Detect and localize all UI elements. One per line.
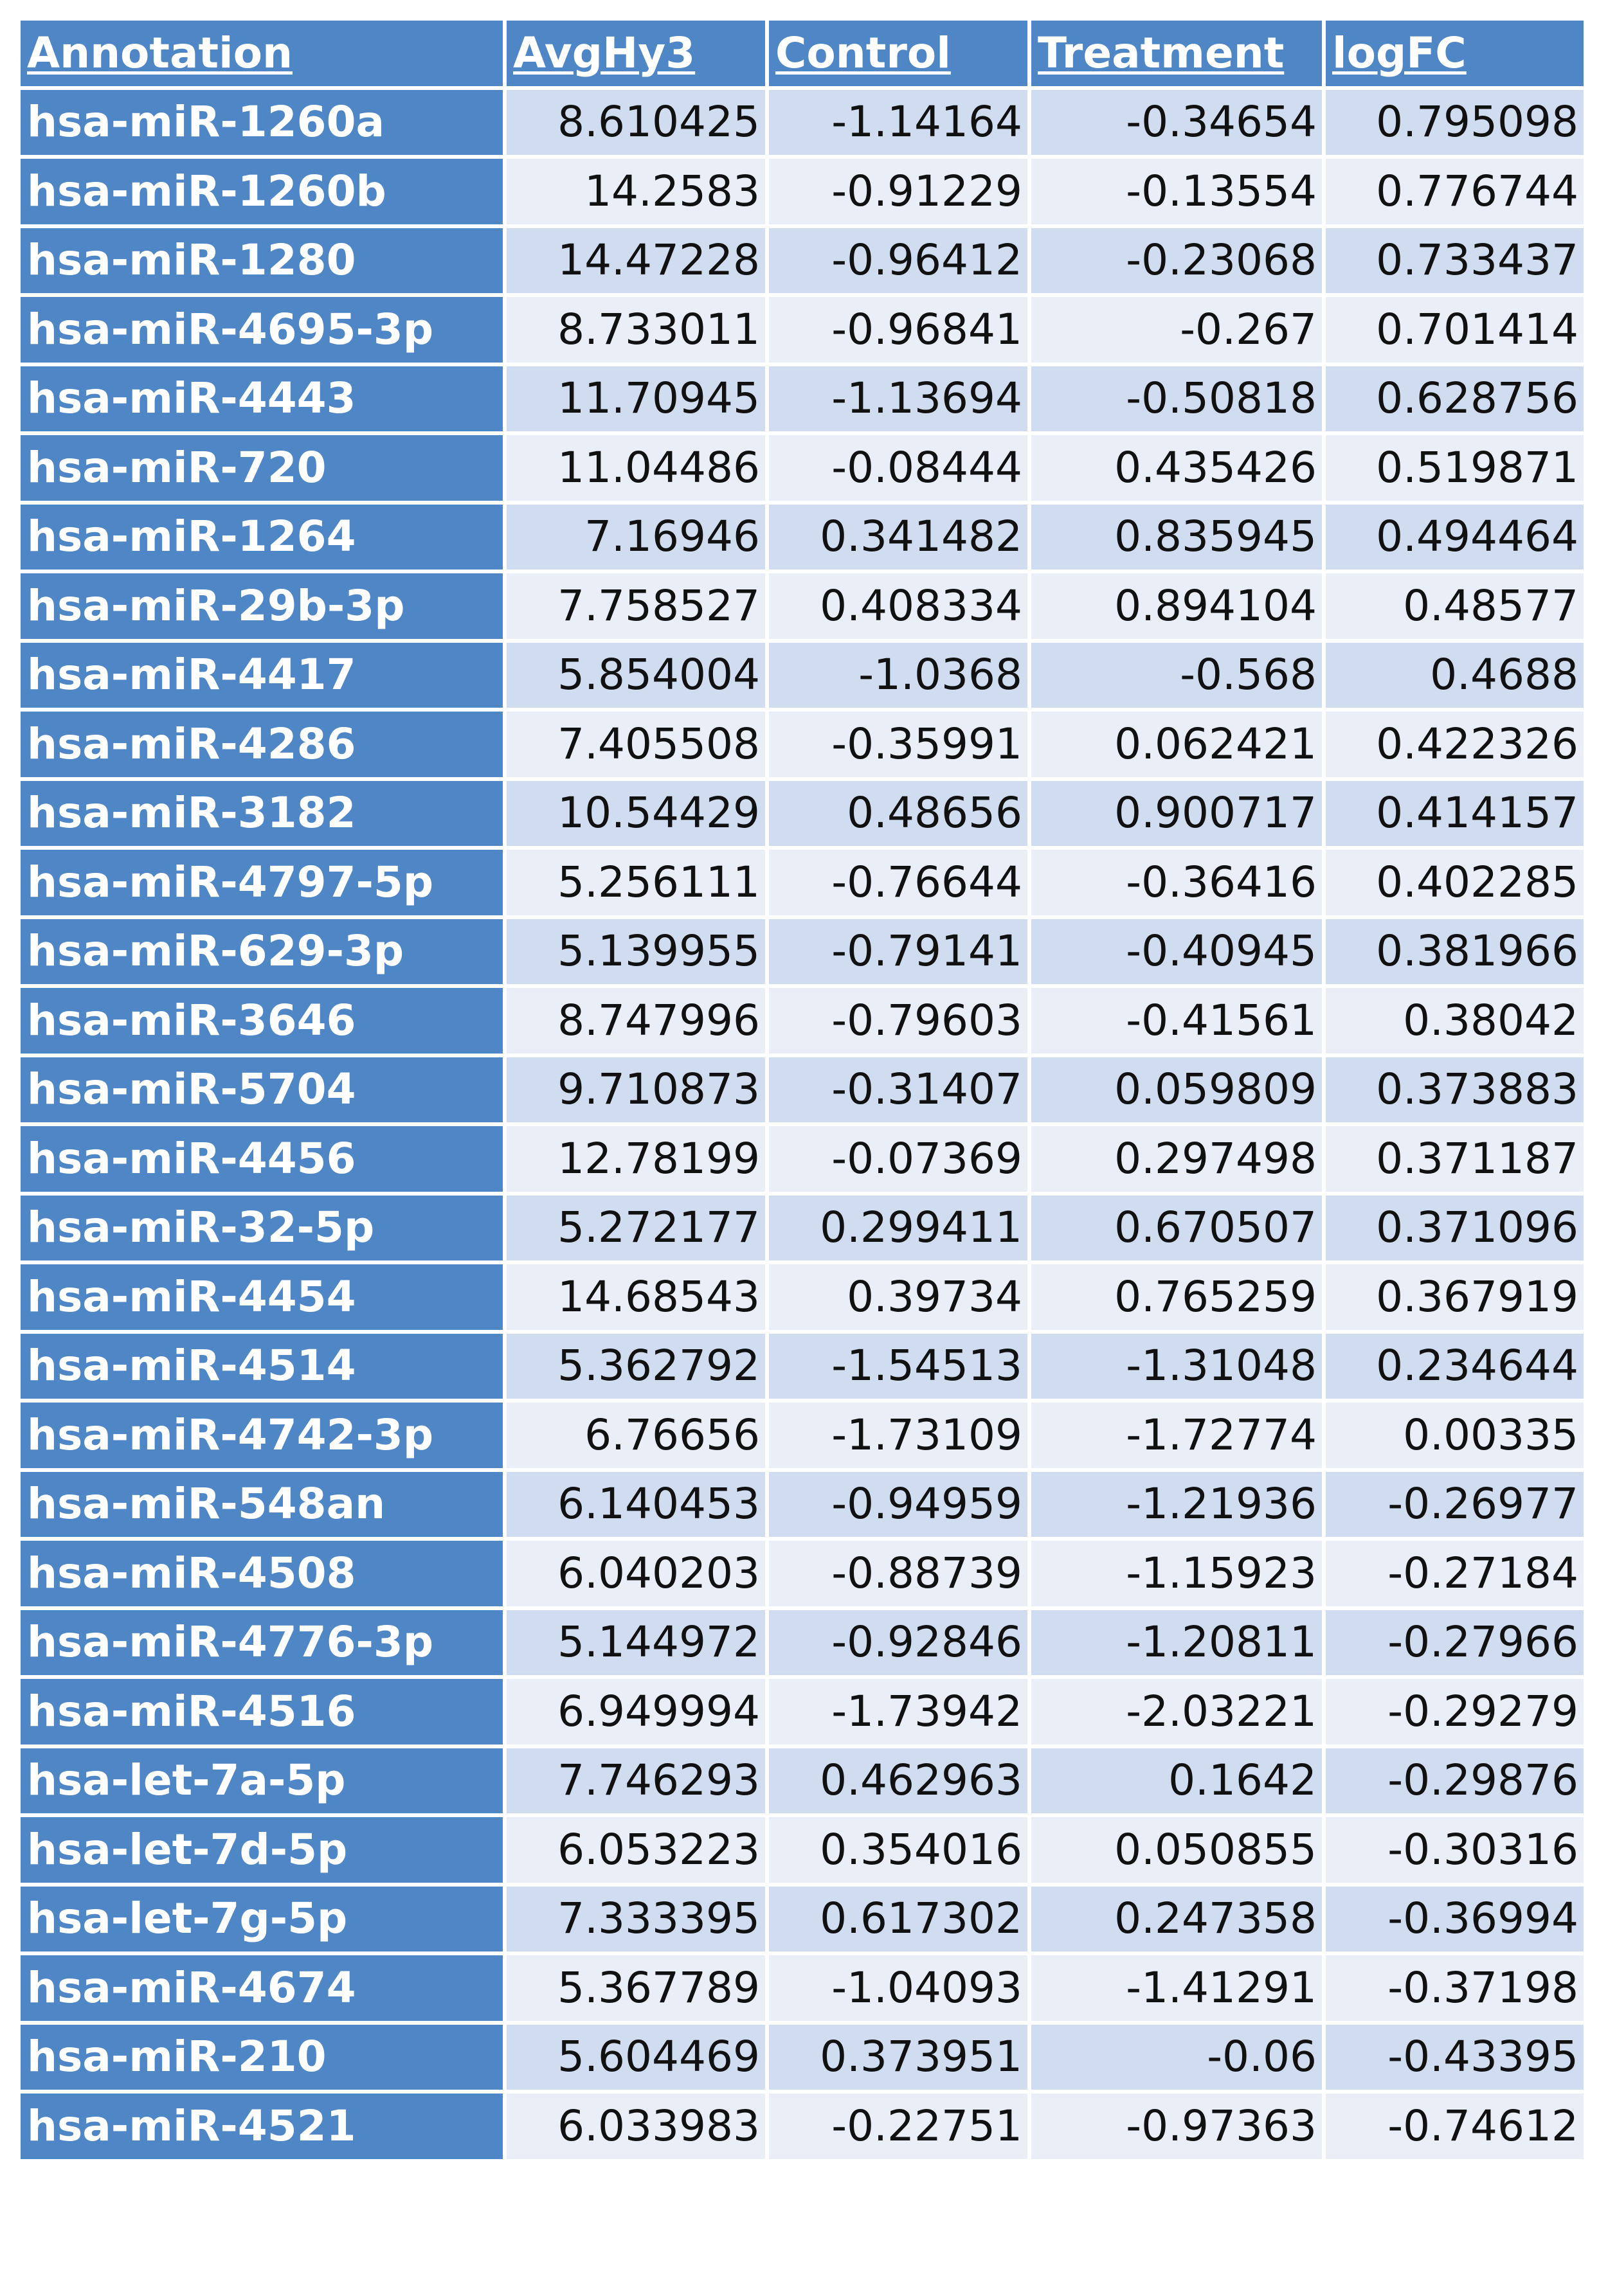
treatment-cell[interactable]: 0.050855	[1031, 1817, 1322, 1883]
logfc-cell[interactable]: 0.628756	[1326, 366, 1584, 432]
annotation-cell[interactable]: hsa-miR-4454	[21, 1264, 503, 1330]
annotation-cell[interactable]: hsa-miR-4742-3p	[21, 1403, 503, 1468]
annotation-cell[interactable]: hsa-miR-4797-5p	[21, 850, 503, 915]
avghy3-cell[interactable]: 5.144972	[507, 1610, 765, 1676]
control-cell[interactable]: 0.354016	[769, 1817, 1027, 1883]
avghy3-cell[interactable]: 12.78199	[507, 1126, 765, 1192]
table-row	[21, 1955, 1584, 2021]
table-row	[21, 159, 1584, 224]
treatment-cell[interactable]: 0.835945	[1031, 505, 1322, 570]
treatment-cell[interactable]: -1.41291	[1031, 1955, 1322, 2021]
logfc-cell[interactable]: 0.701414	[1326, 297, 1584, 363]
avghy3-cell[interactable]: 7.405508	[507, 712, 765, 777]
annotation-cell[interactable]: hsa-miR-4456	[21, 1126, 503, 1192]
avghy3-cell[interactable]: 5.367789	[507, 1955, 765, 2021]
avghy3-cell[interactable]: 8.733011	[507, 297, 765, 363]
logfc-cell[interactable]: 0.776744	[1326, 159, 1584, 224]
annotation-cell[interactable]: hsa-miR-1260a	[21, 90, 503, 156]
treatment-cell[interactable]: -0.36416	[1031, 850, 1322, 915]
avghy3-cell[interactable]: 10.54429	[507, 781, 765, 847]
table-row	[21, 435, 1584, 501]
avghy3-cell[interactable]: 7.16946	[507, 505, 765, 570]
control-cell[interactable]: -1.0368	[769, 643, 1027, 708]
table-row	[21, 297, 1584, 363]
control-cell[interactable]: 0.299411	[769, 1196, 1027, 1261]
annotation-cell[interactable]: hsa-miR-4516	[21, 1679, 503, 1744]
table-row	[21, 1679, 1584, 1744]
control-cell[interactable]: -1.14164	[769, 90, 1027, 156]
control-cell[interactable]: 0.39734	[769, 1264, 1027, 1330]
avghy3-cell[interactable]: 14.47228	[507, 228, 765, 294]
treatment-cell[interactable]: -0.23068	[1031, 228, 1322, 294]
logfc-cell[interactable]: -0.27966	[1326, 1610, 1584, 1676]
avghy3-cell[interactable]: 6.76656	[507, 1403, 765, 1468]
logfc-cell[interactable]: 0.4688	[1326, 643, 1584, 708]
treatment-cell[interactable]: 0.435426	[1031, 435, 1322, 501]
treatment-cell[interactable]: 0.247358	[1031, 1887, 1322, 1952]
table-row	[21, 505, 1584, 570]
logfc-cell[interactable]: -0.29279	[1326, 1679, 1584, 1744]
avghy3-cell[interactable]: 8.610425	[507, 90, 765, 156]
treatment-cell[interactable]: -0.06	[1031, 2025, 1322, 2090]
table-row	[21, 1057, 1584, 1123]
header-row	[21, 21, 1584, 86]
annotation-cell[interactable]: hsa-miR-4521	[21, 2094, 503, 2159]
table-row	[21, 1817, 1584, 1883]
avghy3-cell[interactable]: 5.604469	[507, 2025, 765, 2090]
table-row	[21, 1264, 1584, 1330]
header-annotation[interactable]: Annotation	[21, 21, 503, 86]
logfc-cell[interactable]: 0.371187	[1326, 1126, 1584, 1192]
annotation-cell[interactable]: hsa-miR-210	[21, 2025, 503, 2090]
control-cell[interactable]: -1.13694	[769, 366, 1027, 432]
control-cell[interactable]: 0.617302	[769, 1887, 1027, 1952]
avghy3-cell[interactable]: 11.70945	[507, 366, 765, 432]
logfc-cell[interactable]: 0.367919	[1326, 1264, 1584, 1330]
annotation-cell[interactable]: hsa-miR-3646	[21, 988, 503, 1054]
annotation-cell[interactable]: hsa-miR-4508	[21, 1541, 503, 1606]
annotation-cell[interactable]: hsa-miR-32-5p	[21, 1196, 503, 1261]
control-cell[interactable]: -0.79603	[769, 988, 1027, 1054]
annotation-cell[interactable]: hsa-miR-4286	[21, 712, 503, 777]
logfc-cell[interactable]: 0.494464	[1326, 505, 1584, 570]
avghy3-cell[interactable]: 7.746293	[507, 1748, 765, 1814]
logfc-cell[interactable]: 0.38042	[1326, 988, 1584, 1054]
table-row	[21, 2025, 1584, 2090]
avghy3-cell[interactable]: 14.68543	[507, 1264, 765, 1330]
annotation-cell[interactable]: hsa-miR-4674	[21, 1955, 503, 2021]
logfc-cell[interactable]: -0.30316	[1326, 1817, 1584, 1883]
logfc-cell[interactable]: -0.36994	[1326, 1887, 1584, 1952]
control-cell[interactable]: -0.92846	[769, 1610, 1027, 1676]
avghy3-cell[interactable]: 5.854004	[507, 643, 765, 708]
avghy3-cell[interactable]: 6.033983	[507, 2094, 765, 2159]
table-row	[21, 1887, 1584, 1952]
control-cell[interactable]: 0.462963	[769, 1748, 1027, 1814]
logfc-cell[interactable]: -0.37198	[1326, 1955, 1584, 2021]
control-cell[interactable]: 0.408334	[769, 573, 1027, 639]
avghy3-cell[interactable]: 5.139955	[507, 919, 765, 985]
treatment-cell[interactable]: -0.34654	[1031, 90, 1322, 156]
treatment-cell[interactable]: 0.1642	[1031, 1748, 1322, 1814]
treatment-cell[interactable]: 0.765259	[1031, 1264, 1322, 1330]
table-row	[21, 1472, 1584, 1538]
logfc-cell[interactable]: 0.48577	[1326, 573, 1584, 639]
header-control[interactable]: Control	[769, 21, 1027, 86]
treatment-cell[interactable]: -0.97363	[1031, 2094, 1322, 2159]
avghy3-cell[interactable]: 7.758527	[507, 573, 765, 639]
treatment-cell[interactable]: 0.900717	[1031, 781, 1322, 847]
header-avghy3[interactable]: AvgHy3	[507, 21, 765, 86]
table-row	[21, 781, 1584, 847]
control-cell[interactable]: -0.88739	[769, 1541, 1027, 1606]
treatment-cell[interactable]: -0.13554	[1031, 159, 1322, 224]
table-header	[21, 21, 1584, 86]
logfc-cell[interactable]: 0.402285	[1326, 850, 1584, 915]
control-cell[interactable]: -0.76644	[769, 850, 1027, 915]
annotation-cell[interactable]: hsa-let-7g-5p	[21, 1887, 503, 1952]
treatment-cell[interactable]: -0.50818	[1031, 366, 1322, 432]
control-cell[interactable]: -0.91229	[769, 159, 1027, 224]
control-cell[interactable]: -0.94959	[769, 1472, 1027, 1538]
control-cell[interactable]: -1.73942	[769, 1679, 1027, 1744]
treatment-cell[interactable]: -2.03221	[1031, 1679, 1322, 1744]
avghy3-cell[interactable]: 6.053223	[507, 1817, 765, 1883]
logfc-cell[interactable]: 0.422326	[1326, 712, 1584, 777]
avghy3-cell[interactable]: 5.272177	[507, 1196, 765, 1261]
logfc-cell[interactable]: -0.26977	[1326, 1472, 1584, 1538]
logfc-cell[interactable]: -0.27184	[1326, 1541, 1584, 1606]
treatment-cell[interactable]: -1.31048	[1031, 1334, 1322, 1399]
treatment-cell[interactable]: -1.20811	[1031, 1610, 1322, 1676]
annotation-cell[interactable]: hsa-miR-4417	[21, 643, 503, 708]
treatment-cell[interactable]: -0.41561	[1031, 988, 1322, 1054]
annotation-cell[interactable]: hsa-miR-29b-3p	[21, 573, 503, 639]
logfc-cell[interactable]: -0.43395	[1326, 2025, 1584, 2090]
control-cell[interactable]: -0.96412	[769, 228, 1027, 294]
table-row	[21, 228, 1584, 294]
table-row	[21, 1196, 1584, 1261]
table-row	[21, 850, 1584, 915]
control-cell[interactable]: -1.73109	[769, 1403, 1027, 1468]
treatment-cell[interactable]: 0.297498	[1031, 1126, 1322, 1192]
avghy3-cell[interactable]: 7.333395	[507, 1887, 765, 1952]
annotation-cell[interactable]: hsa-miR-4443	[21, 366, 503, 432]
table-row	[21, 1610, 1584, 1676]
avghy3-cell[interactable]: 6.140453	[507, 1472, 765, 1538]
treatment-cell[interactable]: -1.72774	[1031, 1403, 1322, 1468]
table-row	[21, 90, 1584, 156]
control-cell[interactable]: 0.48656	[769, 781, 1027, 847]
avghy3-cell[interactable]: 11.04486	[507, 435, 765, 501]
annotation-cell[interactable]: hsa-miR-1280	[21, 228, 503, 294]
table-body	[21, 90, 1584, 2159]
treatment-cell[interactable]: -0.267	[1031, 297, 1322, 363]
annotation-cell[interactable]: hsa-miR-4776-3p	[21, 1610, 503, 1676]
treatment-cell[interactable]: 0.062421	[1031, 712, 1322, 777]
table-row	[21, 643, 1584, 708]
avghy3-cell[interactable]: 5.256111	[507, 850, 765, 915]
control-cell[interactable]: -0.35991	[769, 712, 1027, 777]
table-row	[21, 573, 1584, 639]
control-cell[interactable]: -0.96841	[769, 297, 1027, 363]
treatment-cell[interactable]: -0.568	[1031, 643, 1322, 708]
annotation-cell[interactable]: hsa-miR-629-3p	[21, 919, 503, 985]
treatment-cell[interactable]: 0.670507	[1031, 1196, 1322, 1261]
annotation-cell[interactable]: hsa-let-7d-5p	[21, 1817, 503, 1883]
annotation-cell[interactable]: hsa-miR-5704	[21, 1057, 503, 1123]
control-cell[interactable]: -1.54513	[769, 1334, 1027, 1399]
logfc-cell[interactable]: 0.371096	[1326, 1196, 1584, 1261]
table-row	[21, 712, 1584, 777]
treatment-cell[interactable]: -0.40945	[1031, 919, 1322, 985]
treatment-cell[interactable]: -1.21936	[1031, 1472, 1322, 1538]
table-row	[21, 919, 1584, 985]
control-cell[interactable]: -1.04093	[769, 1955, 1027, 2021]
avghy3-cell[interactable]: 6.040203	[507, 1541, 765, 1606]
header-logfc[interactable]: logFC	[1326, 21, 1584, 86]
table-row	[21, 1541, 1584, 1606]
treatment-cell[interactable]: -1.15923	[1031, 1541, 1322, 1606]
annotation-cell[interactable]: hsa-miR-720	[21, 435, 503, 501]
logfc-cell[interactable]: 0.00335	[1326, 1403, 1584, 1468]
table-row	[21, 1126, 1584, 1192]
annotation-cell[interactable]: hsa-miR-1260b	[21, 159, 503, 224]
table-row	[21, 988, 1584, 1054]
logfc-cell[interactable]: 0.373883	[1326, 1057, 1584, 1123]
treatment-cell[interactable]: 0.894104	[1031, 573, 1322, 639]
logfc-cell[interactable]: -0.29876	[1326, 1748, 1584, 1814]
annotation-cell[interactable]: hsa-let-7a-5p	[21, 1748, 503, 1814]
logfc-cell[interactable]: 0.733437	[1326, 228, 1584, 294]
avghy3-cell[interactable]: 6.949994	[507, 1679, 765, 1744]
table-row	[21, 1334, 1584, 1399]
annotation-cell[interactable]: hsa-miR-3182	[21, 781, 503, 847]
table-row	[21, 1403, 1584, 1468]
annotation-cell[interactable]: hsa-miR-1264	[21, 505, 503, 570]
logfc-cell[interactable]: 0.519871	[1326, 435, 1584, 501]
avghy3-cell[interactable]: 5.362792	[507, 1334, 765, 1399]
mirna-expression-table	[17, 17, 1587, 2163]
treatment-cell[interactable]: 0.059809	[1031, 1057, 1322, 1123]
avghy3-cell[interactable]: 14.2583	[507, 159, 765, 224]
control-cell[interactable]: -0.22751	[769, 2094, 1027, 2159]
annotation-cell[interactable]: hsa-miR-548an	[21, 1472, 503, 1538]
avghy3-cell[interactable]: 8.747996	[507, 988, 765, 1054]
annotation-cell[interactable]: hsa-miR-4695-3p	[21, 297, 503, 363]
table-row	[21, 366, 1584, 432]
control-cell[interactable]: 0.373951	[769, 2025, 1027, 2090]
avghy3-cell[interactable]: 9.710873	[507, 1057, 765, 1123]
logfc-cell[interactable]: 0.234644	[1326, 1334, 1584, 1399]
logfc-cell[interactable]: 0.381966	[1326, 919, 1584, 985]
control-cell[interactable]: -0.08444	[769, 435, 1027, 501]
logfc-cell[interactable]: 0.414157	[1326, 781, 1584, 847]
logfc-cell[interactable]: -0.74612	[1326, 2094, 1584, 2159]
table-row	[21, 2094, 1584, 2159]
annotation-cell[interactable]: hsa-miR-4514	[21, 1334, 503, 1399]
table-row	[21, 1748, 1584, 1814]
control-cell[interactable]: -0.31407	[769, 1057, 1027, 1123]
control-cell[interactable]: 0.341482	[769, 505, 1027, 570]
logfc-cell[interactable]: 0.795098	[1326, 90, 1584, 156]
control-cell[interactable]: -0.07369	[769, 1126, 1027, 1192]
header-treatment[interactable]: Treatment	[1031, 21, 1322, 86]
control-cell[interactable]: -0.79141	[769, 919, 1027, 985]
